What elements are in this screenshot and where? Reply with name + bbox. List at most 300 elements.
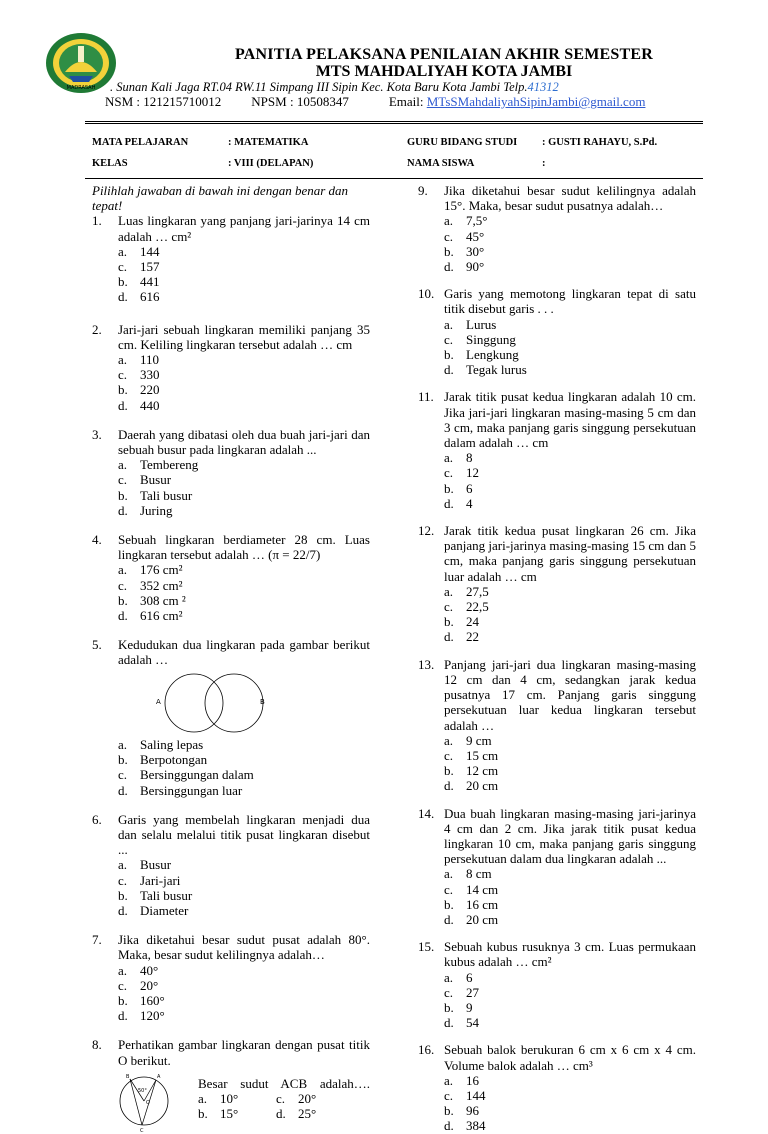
question-number: 4. [92, 532, 102, 548]
option-letter: a. [118, 243, 128, 259]
name-label: NAMA SISWA [407, 158, 475, 169]
option [118, 503, 270, 518]
option-list [92, 737, 370, 798]
option [118, 783, 358, 798]
option-value: 4 [466, 495, 473, 511]
option [198, 1106, 276, 1121]
option-value: 6 [466, 969, 473, 985]
figure-label: 50° [138, 1087, 147, 1094]
option-value: 144 [466, 1087, 486, 1103]
option-grid [418, 213, 696, 274]
header-rule [85, 121, 703, 122]
option-letter: c. [118, 472, 128, 488]
question-text: Garis yang memotong lingkaran tepat di satu titik disebut garis . . . [444, 286, 696, 317]
question [418, 657, 696, 733]
option-letter: c. [118, 872, 128, 888]
question-block [418, 286, 696, 377]
option-grid [92, 963, 370, 1024]
option-value: Berpotongan [140, 752, 208, 768]
option-letter: c. [444, 984, 454, 1000]
option [118, 472, 270, 487]
header-ids: NSM : 121215710012 NPSM : 10508347 Email: MTsSMahdaliyahSipinJambi@gmail.com [105, 94, 646, 109]
question-block [418, 806, 696, 928]
option [118, 488, 270, 503]
option [118, 737, 358, 752]
option-letter: b. [198, 1106, 208, 1122]
option-value: 7,5° [466, 213, 488, 229]
spacer [418, 927, 696, 939]
option [118, 888, 270, 903]
option-grid [92, 457, 370, 518]
question [418, 183, 696, 213]
option-value: 20 cm [466, 778, 499, 794]
question [418, 286, 696, 316]
option-letter: c. [118, 977, 128, 993]
figure-line [130, 1079, 142, 1125]
option-value: 220 [140, 382, 160, 398]
option-letter: d. [118, 502, 128, 518]
question-text: Sebuah lingkaran berdiameter 28 cm. Luas lingkaran tersebut adalah … (π = 22/7) [118, 532, 370, 563]
option-value: 441 [140, 274, 160, 290]
name-value: : [542, 158, 546, 169]
option-letter: d. [118, 1008, 128, 1024]
question-text: Jika diketahui besar sudut kelilingnya adalah 15°. Maka, besar sudut pusatnya adalah… [444, 183, 696, 214]
question-block [92, 213, 370, 304]
option [118, 274, 270, 289]
option-letter: a. [444, 969, 454, 985]
option-value: Tegak lurus [466, 362, 527, 378]
option-value: Diameter [140, 902, 189, 918]
option-letter: d. [444, 911, 454, 927]
header-rule-2 [85, 123, 703, 124]
question-block [92, 322, 370, 413]
option-letter: c. [444, 228, 454, 244]
question-text: Garis yang membelah lingkaran menjadi dua dan selalu melalui titik pusat lingkaran disebut ... [118, 811, 370, 858]
option [444, 244, 596, 259]
option-letter: a. [444, 213, 454, 229]
option [444, 733, 596, 748]
option-value: 12 [466, 465, 479, 481]
option [444, 970, 596, 985]
question-number: 11. [418, 389, 434, 405]
subject-label: MATA PELAJARAN [92, 137, 189, 148]
option-letter: a. [444, 866, 454, 882]
option-letter: c. [444, 747, 454, 763]
option-letter: a. [118, 562, 128, 578]
option-letter: c. [118, 577, 128, 593]
email-link[interactable]: MTsSMahdaliyahSipinJambi@gmail.com [426, 94, 646, 109]
option [118, 593, 270, 608]
figure-label: B [126, 1073, 130, 1080]
question-text: Dua buah lingkaran masing-masing jari-jarinya 4 cm dan 2 cm. Jika jarak titik pusat kedua lingkaran 10 cm, maka panjang garis singgung persekutuan dalam dua lingkaran adalah ... [444, 805, 696, 867]
option-value: 160° [140, 992, 165, 1008]
question-number: 10. [418, 286, 435, 302]
option-letter: a. [118, 962, 128, 978]
option-value: Singgung [466, 331, 516, 347]
option-value: 9 [466, 999, 473, 1015]
school-logo [45, 32, 117, 94]
question-block [92, 532, 370, 623]
option-letter: b. [444, 896, 454, 912]
spacer [92, 518, 370, 532]
question-block [418, 1042, 696, 1133]
question [92, 1037, 370, 1067]
option [444, 1103, 596, 1118]
option [444, 599, 596, 614]
class-label: KELAS [92, 158, 128, 169]
option-value: 16 cm [466, 896, 499, 912]
question [418, 806, 696, 867]
option [444, 1015, 596, 1030]
option [444, 985, 596, 1000]
figure-label: O [146, 1099, 150, 1106]
option [118, 1008, 270, 1023]
question-number: 2. [92, 321, 102, 337]
option [118, 578, 270, 593]
question-block [92, 932, 370, 1023]
option-grid [418, 584, 696, 645]
question [418, 523, 696, 584]
option [444, 778, 596, 793]
question [92, 637, 370, 667]
option [118, 244, 270, 259]
option [444, 1073, 596, 1088]
option-letter: d. [118, 902, 128, 918]
spacer [418, 645, 696, 657]
option [444, 763, 596, 778]
option [444, 259, 596, 274]
question-number: 15. [418, 939, 435, 955]
option [444, 629, 596, 644]
option-value: 352 cm² [140, 577, 183, 593]
info-rule [85, 178, 703, 179]
option [118, 259, 270, 274]
option [118, 382, 270, 397]
question-text: Perhatikan gambar lingkaran dengan pusat titik O berikut. [118, 1037, 370, 1068]
option-value: 20° [298, 1090, 317, 1106]
option [118, 993, 270, 1008]
option-letter: d. [444, 778, 454, 794]
option-value: 54 [466, 1015, 479, 1031]
question-text: Kedudukan dua lingkaran pada gambar berikut adalah … [118, 637, 370, 668]
option [118, 398, 270, 413]
option-letter: c. [444, 331, 454, 347]
option [118, 562, 270, 577]
spacer [92, 918, 370, 932]
question [92, 322, 370, 352]
spacer [92, 623, 370, 637]
option-value: 16 [466, 1072, 479, 1088]
option-value: 616 [140, 289, 160, 305]
question-number: 7. [92, 932, 102, 948]
teacher-label: GURU BIDANG STUDI [407, 137, 518, 148]
option-letter: a. [444, 583, 454, 599]
option-letter: d. [444, 495, 454, 511]
header-tel: 41312 [527, 80, 559, 94]
teacher-value: : GUSTI RAHAYU, S.Pd. [542, 137, 658, 148]
option [444, 213, 596, 228]
option-value: 12 cm [466, 763, 499, 779]
option-letter: c. [444, 599, 454, 615]
question-number: 9. [418, 183, 428, 198]
option-letter: d. [444, 1118, 454, 1134]
option-value: 120° [140, 1008, 165, 1024]
question-block [418, 523, 696, 645]
option-value: 10° [220, 1090, 239, 1106]
option-value: 9 cm [466, 732, 492, 748]
circle-angle-figure [116, 1070, 172, 1132]
option-letter: b. [118, 487, 128, 503]
question [418, 939, 696, 969]
option-value: 157 [140, 259, 160, 275]
option-value: Busur [140, 857, 172, 873]
option-grid [198, 1091, 370, 1121]
spacer [418, 377, 696, 389]
option-value: Bersinggungan dalam [140, 767, 254, 783]
option [118, 367, 270, 382]
header-address: . Sunan Kali Jaga RT.04 RW.11 Simpang III Sipin Kec. Kota Baru Kota Jambi Telp.41312 [110, 80, 559, 94]
option-value: 22 [466, 629, 479, 645]
question-number: 8. [92, 1037, 102, 1053]
option-letter: d. [444, 1015, 454, 1031]
option-grid [92, 352, 370, 413]
question [92, 932, 370, 962]
question-block [92, 427, 370, 518]
question-number: 14. [418, 805, 435, 821]
question-side-text: Besar sudut ACB adalah…. [198, 1075, 370, 1091]
question-text: Luas lingkaran yang panjang jari-jarinya 14 cm adalah … cm² [118, 213, 370, 244]
header-school: MTS MAHDALIYAH KOTA JAMBI [315, 63, 573, 80]
question-text: Daerah yang dibatasi oleh dua buah jari-jari dan sebuah busur pada lingkaran adalah ... [118, 426, 370, 458]
option [444, 912, 596, 927]
option-grid [418, 866, 696, 927]
option-letter: c. [444, 1087, 454, 1103]
option [444, 882, 596, 897]
option [118, 767, 358, 782]
option-value: 144 [140, 243, 160, 259]
option-value: 8 [466, 450, 473, 466]
spacer [418, 511, 696, 523]
option-value: 90° [466, 259, 485, 275]
option-letter: c. [118, 767, 128, 783]
option-letter: b. [118, 992, 128, 1008]
option-value: 440 [140, 397, 160, 413]
option-value: 176 cm² [140, 562, 183, 578]
option [118, 608, 270, 623]
option [118, 857, 270, 872]
option-grid [92, 244, 370, 305]
question [92, 812, 370, 858]
option [444, 584, 596, 599]
option-letter: b. [118, 752, 128, 768]
question [92, 532, 370, 562]
option-grid [92, 857, 370, 918]
option-value: 15° [220, 1106, 239, 1122]
question [92, 427, 370, 457]
header-title: PANITIA PELAKSANA PENILAIAN AKHIR SEMESTER [235, 46, 653, 63]
option-letter: d. [118, 289, 128, 305]
option-value: 45° [466, 228, 485, 244]
option-letter: b. [444, 243, 454, 259]
option-value: Jari-jari [140, 872, 181, 888]
option [198, 1091, 276, 1106]
option-value: 308 cm ² [140, 592, 186, 608]
option-letter: b. [118, 274, 128, 290]
option-value: Tali busur [140, 487, 193, 503]
option-letter: a. [444, 1072, 454, 1088]
option-letter: d. [444, 629, 454, 645]
option-value: 24 [466, 614, 479, 630]
question-block [418, 389, 696, 511]
question-block [92, 1037, 370, 1131]
option-letter: d. [118, 397, 128, 413]
option-letter: a. [118, 857, 128, 873]
option-letter: a. [444, 732, 454, 748]
option-value: 96 [466, 1103, 479, 1119]
question [92, 213, 370, 243]
option-value: 8 cm [466, 866, 492, 882]
spacer [418, 794, 696, 806]
option [276, 1106, 354, 1121]
question-block [418, 183, 696, 274]
option-value: 30° [466, 243, 485, 259]
option [444, 1088, 596, 1103]
option-value: Lengkung [466, 347, 519, 363]
option [444, 481, 596, 496]
option-value: 22,5 [466, 599, 489, 615]
question-block [418, 657, 696, 794]
figure-label: C [140, 1127, 144, 1132]
option-letter: a. [118, 352, 128, 368]
option [118, 752, 358, 767]
instruction: Pilihlah jawaban di bawah ini dengan benar dan tepat! [92, 183, 349, 214]
option-value: 27,5 [466, 583, 489, 599]
option-letter: c. [444, 881, 454, 897]
question-block [92, 812, 370, 918]
two-circles-diagram [154, 672, 274, 734]
option-letter: a. [444, 316, 454, 332]
option-letter: c. [118, 259, 128, 275]
option-value: 40° [140, 962, 159, 978]
option-letter: c. [118, 367, 128, 383]
option-value: 330 [140, 367, 160, 383]
option-grid [418, 450, 696, 511]
option [118, 903, 270, 918]
option [118, 352, 270, 367]
option-value: 20° [140, 977, 159, 993]
option [118, 963, 270, 978]
option-letter: c. [444, 465, 454, 481]
question-block [92, 637, 370, 797]
logo-text: MADRASAH [66, 85, 96, 91]
option-grid [418, 1073, 696, 1134]
option-letter: d. [444, 259, 454, 275]
option-letter: d. [118, 782, 128, 798]
option-letter: b. [444, 480, 454, 496]
option [444, 1118, 596, 1133]
option-value: 14 cm [466, 881, 499, 897]
question-number: 16. [418, 1042, 435, 1058]
option [444, 332, 596, 347]
question-text: Jarak titik kedua pusat lingkaran 26 cm. Jika panjang jari-jarinya masing-masing 15 cm dan 5 cm, maka panjang garis singgung persekutuan luar adalah … cm [444, 523, 696, 584]
spacer [418, 274, 696, 286]
option [276, 1091, 354, 1106]
option [444, 748, 596, 763]
question-number: 12. [418, 523, 435, 539]
circle-b [205, 674, 263, 732]
option [444, 866, 596, 881]
option-letter: a. [118, 457, 128, 473]
option-value: 6 [466, 480, 473, 496]
option [118, 873, 270, 888]
option-value: Bersinggungan luar [140, 782, 243, 798]
option [444, 897, 596, 912]
option-letter: d. [276, 1106, 286, 1122]
option [444, 465, 596, 480]
question-text: Jika diketahui besar sudut pusat adalah 80°. Maka, besar sudut kelilingnya adalah… [118, 932, 370, 963]
option [444, 614, 596, 629]
option-value: 25° [298, 1106, 317, 1122]
question [418, 1042, 696, 1072]
spacer [92, 798, 370, 812]
question-number: 1. [92, 213, 102, 229]
option-value: 27 [466, 984, 479, 1000]
npsm: NPSM : 10508347 [251, 94, 349, 109]
label-a: A [156, 697, 161, 706]
option-letter: b. [118, 382, 128, 398]
spacer [418, 1030, 696, 1042]
option-value: 20 cm [466, 911, 499, 927]
option [444, 347, 596, 362]
option-value: Tembereng [140, 457, 199, 473]
option-letter: b. [444, 614, 454, 630]
option-letter: b. [118, 887, 128, 903]
question-number: 13. [418, 656, 435, 672]
label-b: B [260, 697, 265, 706]
question-text: Sebuah kubus rusuknya 3 cm. Luas permukaan kubus adalah … cm² [444, 939, 696, 970]
option [444, 362, 596, 377]
circle-a [165, 674, 223, 732]
option-value: 110 [140, 352, 160, 368]
question-number: 5. [92, 637, 102, 653]
figure-row [92, 1070, 370, 1132]
option-letter: d. [118, 608, 128, 624]
figure-side [198, 1076, 370, 1132]
option [118, 978, 270, 993]
option-letter: b. [118, 592, 128, 608]
option [444, 317, 596, 332]
left-column [92, 183, 370, 1132]
class-value: : VIII (DELAPAN) [228, 158, 314, 169]
question [418, 389, 696, 450]
question-text: Sebuah balok berukuran 6 cm x 6 cm x 4 cm. Volume balok adalah … cm³ [444, 1042, 696, 1073]
option-grid [418, 970, 696, 1031]
option-value: 616 cm² [140, 608, 183, 624]
option-value: Saling lepas [140, 736, 204, 752]
option-grid [92, 562, 370, 623]
option [444, 450, 596, 465]
question-number: 3. [92, 426, 102, 442]
question-text: Jari-jari sebuah lingkaran memiliki panjang 35 cm. Keliling lingkaran tersebut adalah … cm [118, 321, 370, 352]
right-column [418, 183, 696, 1134]
option-letter: b. [444, 1103, 454, 1119]
option-letter: b. [444, 999, 454, 1015]
option-value: 384 [466, 1118, 486, 1134]
question-text: Panjang jari-jari dua lingkaran masing-masing 12 cm dan 4 cm, sedangkan jarak kedua pusatnya 17 cm. Panjang garis singgung persekutuan luar kedua lingkaran tersebut adalah … [444, 656, 696, 733]
option [118, 457, 270, 472]
option-value: Lurus [466, 316, 497, 332]
option [444, 229, 596, 244]
